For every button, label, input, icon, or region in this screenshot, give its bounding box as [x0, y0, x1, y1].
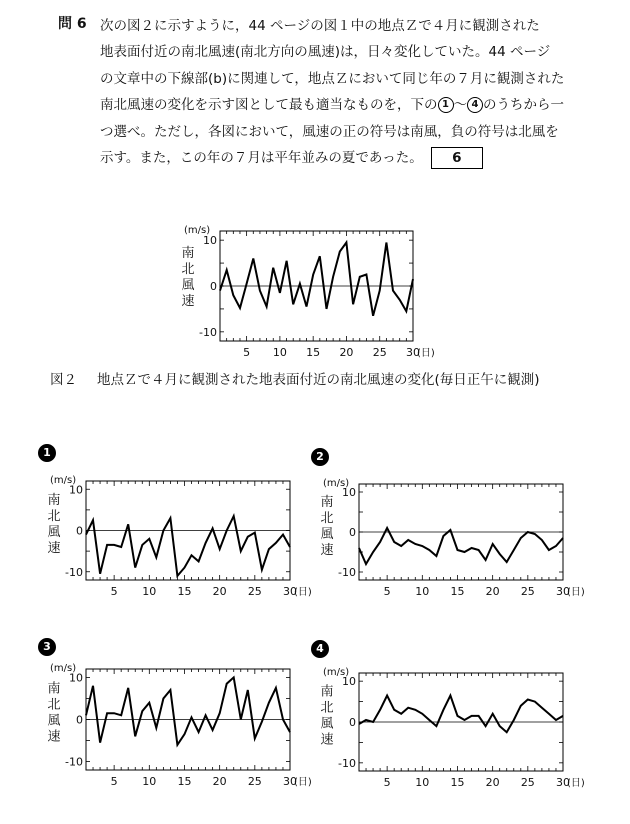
- x-tick-label: 30: [406, 346, 420, 359]
- x-tick-label: 25: [372, 346, 387, 359]
- x-tick-label: 25: [247, 585, 262, 598]
- y-tick-label: 0: [349, 526, 356, 539]
- x-tick-label: 10: [142, 585, 157, 598]
- question-line-4-text: 南北風速の変化を示す図として最も適当なものを，下の: [100, 97, 438, 114]
- y-tick-label: 10: [342, 675, 356, 689]
- x-tick-label: 15: [177, 585, 192, 598]
- x-tick-label: 30: [556, 776, 570, 789]
- question-number: 問 6: [58, 16, 87, 32]
- y-axis-label-char: 南: [320, 495, 334, 510]
- x-tick-label: 30: [283, 775, 297, 788]
- question-line-2: 地表面付近の南北風速(南北方向の風速)は，日々変化していた。44 ページ: [100, 44, 551, 61]
- x-tick-label: 30: [556, 585, 570, 598]
- y-axis-label-char: 北: [47, 697, 61, 713]
- x-tick-label: 20: [212, 585, 227, 598]
- option-marker-2: 2: [311, 448, 329, 466]
- y-tick-label: -10: [65, 755, 83, 769]
- chart-opt3: [47, 663, 311, 788]
- y-tick-label: -10: [338, 566, 356, 579]
- y-tick-label: 10: [69, 671, 83, 685]
- x-tick-label: 20: [212, 775, 227, 788]
- x-tick-label: 15: [450, 776, 465, 789]
- question-line-5: つ選べ。ただし，各図において，風速の正の符号は南風，負の符号は北風を: [100, 123, 559, 140]
- y-unit-label: (m/s): [323, 478, 350, 489]
- question-line-6-text: 示す。また，この年の７月は平年並みの夏であった。: [100, 149, 423, 166]
- choice-range-separator: 〜: [453, 97, 467, 114]
- y-axis-label-char: 風: [47, 524, 61, 540]
- option-marker-3: 3: [38, 638, 56, 656]
- chart-opt4: [320, 667, 584, 789]
- y-axis-label-char: 風: [47, 713, 61, 729]
- y-axis-label-char: 南: [320, 684, 334, 700]
- x-tick-label: 20: [339, 346, 354, 359]
- x-tick-label: 10: [415, 585, 430, 598]
- x-unit-label: (日): [294, 777, 312, 788]
- y-unit-label: (m/s): [50, 663, 77, 674]
- y-tick-label: 0: [76, 713, 83, 727]
- y-tick-label: 0: [76, 524, 83, 538]
- y-tick-label: 0: [210, 280, 217, 293]
- y-axis-label-char: 北: [181, 262, 195, 278]
- y-axis-label-char: 北: [47, 508, 61, 524]
- y-axis-label-char: 北: [320, 700, 334, 716]
- answer-box[interactable]: 6: [431, 147, 483, 169]
- x-tick-label: 15: [177, 775, 192, 788]
- question-line-3: の文章中の下線部(b)に関連して，地点Ｚにおいて同じ年の７月に観測された: [100, 70, 565, 87]
- y-axis-label-char: 南: [47, 492, 61, 508]
- x-tick-label: 20: [485, 585, 500, 598]
- x-unit-label: (日): [417, 348, 435, 359]
- x-tick-label: 20: [485, 776, 500, 789]
- figure-number: 図２: [50, 372, 77, 388]
- x-tick-label: 25: [247, 775, 262, 788]
- x-tick-label: 30: [283, 585, 297, 598]
- y-axis-label-char: 速: [181, 294, 195, 310]
- x-unit-label: (日): [567, 778, 585, 789]
- y-tick-label: 10: [203, 234, 217, 248]
- x-tick-label: 15: [450, 585, 465, 598]
- x-tick-label: 10: [142, 775, 157, 788]
- y-axis-label-char: 風: [181, 278, 195, 294]
- x-unit-label: (日): [567, 587, 585, 598]
- x-tick-label: 5: [110, 585, 118, 598]
- y-tick-label: 10: [342, 486, 356, 499]
- x-tick-label: 5: [110, 775, 118, 788]
- series-line: [220, 243, 413, 316]
- x-tick-label: 25: [520, 585, 535, 598]
- y-axis-label-char: 南: [47, 681, 61, 697]
- y-unit-label: (m/s): [184, 225, 211, 236]
- y-axis-label-char: 北: [320, 511, 334, 526]
- option-marker-4: 4: [311, 640, 329, 658]
- chart-fig2: [181, 225, 434, 359]
- y-tick-label: -10: [65, 565, 83, 579]
- y-tick-label: -10: [338, 756, 356, 770]
- x-tick-label: 10: [272, 346, 287, 359]
- x-tick-label: 5: [383, 585, 391, 598]
- y-tick-label: 10: [69, 483, 83, 497]
- choice-number-last: 4: [467, 97, 483, 113]
- y-unit-label: (m/s): [323, 667, 350, 678]
- y-axis-label-char: 南: [181, 246, 195, 262]
- series-line: [359, 528, 563, 564]
- y-axis-label-char: 速: [47, 729, 61, 745]
- y-axis-label-char: 風: [320, 716, 334, 732]
- x-unit-label: (日): [294, 587, 312, 598]
- choice-number-first: 1: [438, 97, 454, 113]
- series-line: [86, 516, 290, 576]
- y-axis-label-char: 速: [320, 732, 334, 748]
- y-tick-label: 0: [349, 716, 356, 729]
- x-tick-label: 5: [383, 776, 391, 789]
- figure-caption-text: 地点Ｚで４月に観測された地表面付近の南北風速の変化(毎日正午に観測): [97, 372, 540, 388]
- series-line: [359, 696, 563, 733]
- y-unit-label: (m/s): [50, 475, 77, 486]
- x-tick-label: 10: [415, 776, 430, 789]
- x-tick-label: 15: [306, 346, 321, 359]
- y-tick-label: -10: [199, 325, 217, 339]
- question-line-4-end: のうちから一: [483, 97, 564, 114]
- series-line: [86, 677, 290, 744]
- y-axis-label-char: 風: [320, 527, 334, 542]
- option-marker-1: 1: [38, 444, 56, 462]
- question-line-1: 次の図２に示すように，44 ページの図１中の地点Ｚで４月に観測された: [100, 18, 540, 34]
- x-tick-label: 25: [520, 776, 535, 789]
- x-tick-label: 5: [243, 346, 251, 359]
- chart-opt1: [47, 475, 311, 598]
- chart-opt2: [320, 478, 584, 598]
- y-axis-label-char: 速: [47, 540, 61, 556]
- y-axis-label-char: 速: [320, 543, 334, 558]
